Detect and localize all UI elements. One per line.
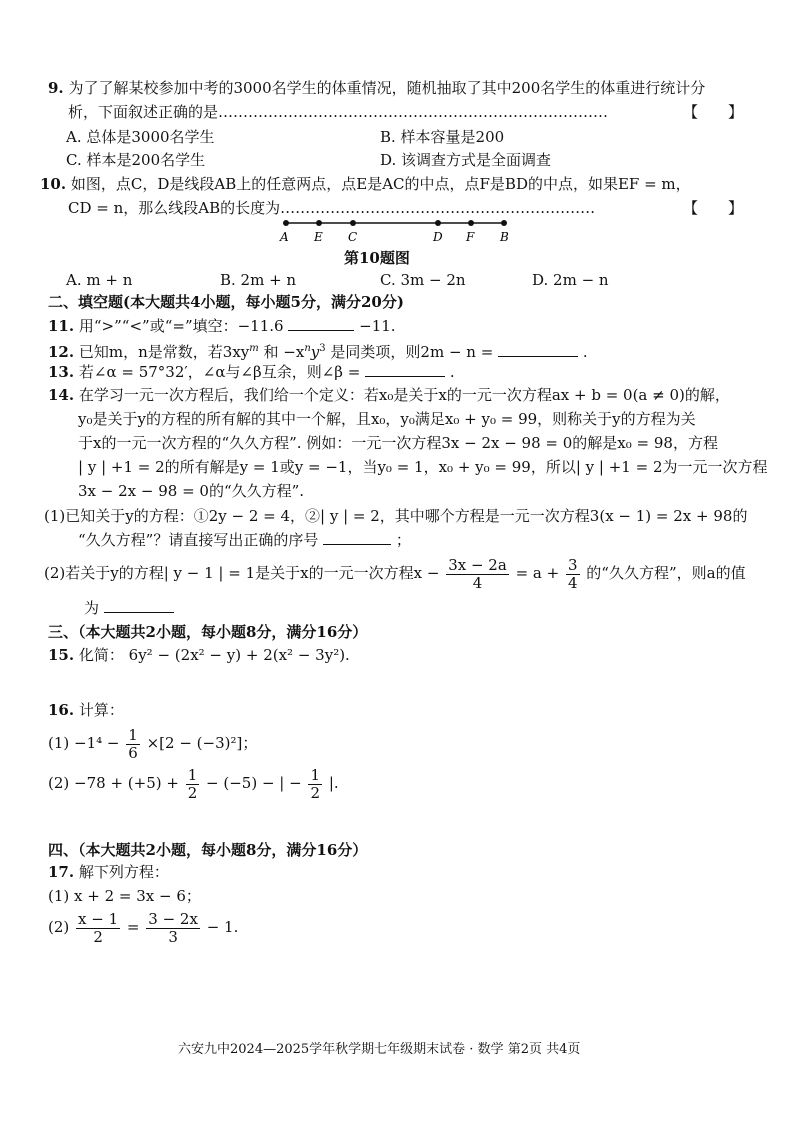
q14-part2-line1 — [44, 554, 746, 592]
q14-line3: 于x的一元一次方程的“久久方程”. 例如：一元一次方程3x − 2x − 98 = 0的解是x₀ = 98，方程 — [78, 434, 718, 452]
point-c-label: C — [348, 230, 358, 244]
section-3-heading: 三、（本大题共2小题，每小题8分，满分16分） — [48, 623, 368, 641]
q10-stem: 如图，点C，D是线段AB上的任意两点，点E是AC的中点，点F是BD的中点，如果EF = m， — [70, 175, 691, 193]
q13-line — [48, 362, 455, 382]
q10-option-b: B. 2m + n — [220, 271, 297, 289]
q16-part1 — [48, 724, 257, 762]
q17-line — [48, 862, 169, 882]
q14-part2-fraction-2: $\frac{3}{4}$ — [567, 555, 578, 592]
q9-option-d: D. 该调查方式是全面调查 — [380, 151, 552, 169]
point-b-dot — [501, 220, 507, 226]
q17-part2-lead: (2) — [48, 918, 70, 936]
q16-part2-lead: (2) −78 + (+5) + — [48, 774, 179, 792]
point-e-dot — [316, 220, 322, 226]
section-4-heading: 四、（本大题共2小题，每小题8分，满分16分） — [48, 841, 368, 859]
q14-part2-fraction-1: $\frac{3x - 2a}{4}$ — [448, 555, 507, 592]
q10-option-a: A. m + n — [66, 271, 133, 289]
q13-stem: 若∠α = 57°32′，∠α与∠β互余，则∠β = — [78, 363, 361, 381]
point-c-dot — [350, 220, 356, 226]
q9-stem-cont: 析，下面叙述正确的是…………………………………………………………………… — [68, 103, 609, 121]
point-e-label: E — [314, 230, 323, 244]
q14-line2: y₀是关于y的方程的所有解的其中一个解，且x₀，y₀满足x₀ + y₀ = 99，则称关于y的方程为关 — [78, 410, 696, 428]
q9-option-b: B. 样本容量是200 — [380, 128, 505, 146]
q14-stem: 在学习一元一次方程后，我们给一个定义：若x₀是关于x的一元一次方程ax + b = 0(a ≠ 0)的解， — [78, 386, 730, 404]
q14-part2-tail: 的“久久方程”，则a的值 — [586, 564, 746, 582]
q10-line-segment-figure — [270, 214, 520, 248]
q10-stem-cont: CD = n，那么线段AB的长度为……………………………………………………… — [68, 199, 596, 217]
page-footer: 六安九中2024—2025学年秋学期七年级期末试卷 · 数学 第2页 共4页 — [178, 1042, 581, 1057]
q14-part2-answer-lead: 为 — [84, 599, 100, 617]
q16-title: 计算： — [78, 701, 124, 719]
q16-line — [48, 700, 124, 720]
q14-line4: | y | +1 = 2的所有解是y = 1或y = −1，当y₀ = 1，x₀ + y₀ = 99，所以| y | +1 = 2为一元一次方程 — [78, 458, 768, 476]
q9-line1 — [48, 78, 705, 98]
point-d-dot — [435, 220, 441, 226]
q17-part2-fraction-1: $\frac{x - 1}{2}$ — [78, 909, 119, 946]
q17-number: 17. — [48, 863, 75, 881]
section-2-heading: 二、填空题(本大题共4小题，每小题5分，满分20分) — [48, 293, 404, 311]
q9-answer-bracket[interactable]: 【 】 — [683, 103, 744, 121]
q17-part2 — [48, 908, 238, 946]
q14-part1-answer-blank[interactable] — [323, 530, 391, 545]
q14-part1-line2 — [78, 530, 411, 550]
q11-line — [48, 316, 396, 336]
point-a-label: A — [280, 230, 289, 244]
q16-part2-fraction-2: $\frac{1}{2}$ — [310, 765, 321, 802]
q16-number: 16. — [48, 701, 75, 719]
q10-option-c: C. 3m − 2n — [380, 271, 466, 289]
q16-part1-tail: ×[2 − (−3)²]； — [146, 734, 258, 752]
q14-part2-line2 — [84, 598, 174, 618]
point-b-label: B — [500, 230, 509, 244]
q17-part1: (1) x + 2 = 3x − 6； — [48, 887, 201, 905]
q17-part2-fraction-2: $\frac{3 - 2x}{3}$ — [148, 909, 198, 946]
q9-number: 9. — [48, 79, 64, 97]
q17-part2-eq: = — [126, 918, 140, 936]
q15-number: 15. — [48, 646, 75, 664]
q14-part2-mid: = a + — [515, 564, 560, 582]
q11-stem: 用“>”“<”或“=”填空：−11.6 — [78, 317, 284, 335]
q9-line2 — [68, 102, 608, 122]
q10-line1 — [40, 174, 691, 194]
q12-line: 12. 已知m，n是常数，若$3xy^m$ 和 $-x^ny^3$ 是同类项，则2m − n = . — [48, 343, 588, 361]
q14-part1-prompt: “久久方程”？请直接写出正确的序号 — [78, 531, 319, 549]
q17-title: 解下列方程： — [78, 863, 169, 881]
q12-stem-mid2: 是同类项，则2m − n = — [330, 343, 494, 361]
q14-number: 14. — [48, 386, 75, 404]
point-f-label: F — [466, 230, 475, 244]
q16-part1-lead: (1) −1⁴ − — [48, 734, 120, 752]
q13-number: 13. — [48, 363, 75, 381]
point-f-dot — [468, 220, 474, 226]
q10-number: 10. — [40, 175, 67, 193]
q14-part1-end: ； — [395, 531, 411, 549]
q12-stem: 已知m，n是常数，若3xy — [78, 343, 250, 361]
q15-stem: 化简： 6y² − (2x² − y) + 2(x² − 3y²). — [78, 646, 350, 664]
q10-figure-caption: 第10题图 — [344, 249, 410, 267]
q12-answer-blank[interactable] — [498, 342, 578, 357]
q9-option-c: C. 样本是200名学生 — [66, 151, 206, 169]
q14-line5: 3x − 2x − 98 = 0的“久久方程”. — [78, 482, 305, 500]
q16-part1-fraction: $\frac{1}{6}$ — [128, 725, 138, 762]
q13-stem-end: . — [449, 363, 455, 381]
q16-part2-mid: − (−5) − | − — [206, 774, 302, 792]
q16-part2-fraction-1: $\frac{1}{2}$ — [187, 765, 198, 802]
q12-stem-mid1: 和 −x — [263, 343, 305, 361]
q14-line1 — [48, 385, 730, 405]
q10-option-d: D. 2m − n — [532, 271, 609, 289]
q10-answer-bracket[interactable]: 【 】 — [683, 199, 744, 217]
q17-part2-tail: − 1. — [206, 918, 239, 936]
q13-answer-blank[interactable] — [365, 362, 445, 377]
q14-part2-answer-blank[interactable] — [104, 598, 174, 613]
q12-stem-end: . — [582, 343, 588, 361]
q11-number: 11. — [48, 317, 75, 335]
q14-part2-prompt: (2)若关于y的方程| y − 1 | = 1是关于x的一元一次方程x − — [44, 564, 440, 582]
q9-option-a: A. 总体是3000名学生 — [66, 128, 215, 146]
q12-number: 12. — [48, 343, 75, 361]
q11-stem-end: −11. — [359, 317, 396, 335]
q11-answer-blank[interactable] — [288, 316, 354, 331]
q14-part1-line1: (1)已知关于y的方程：①2y − 2 = 4，②| y | = 2，其中哪个方程是一元一次方程3(x − 1) = 2x + 98的 — [44, 507, 748, 525]
point-a-dot — [283, 220, 289, 226]
q9-stem: 为了了解某校参加中考的3000名学生的体重情况，随机抽取了其中200名学生的体重进行统计分 — [68, 79, 706, 97]
q16-part2 — [48, 764, 339, 802]
q15-line — [48, 645, 350, 665]
q16-part2-tail: |. — [328, 774, 339, 792]
point-d-label: D — [433, 230, 443, 244]
